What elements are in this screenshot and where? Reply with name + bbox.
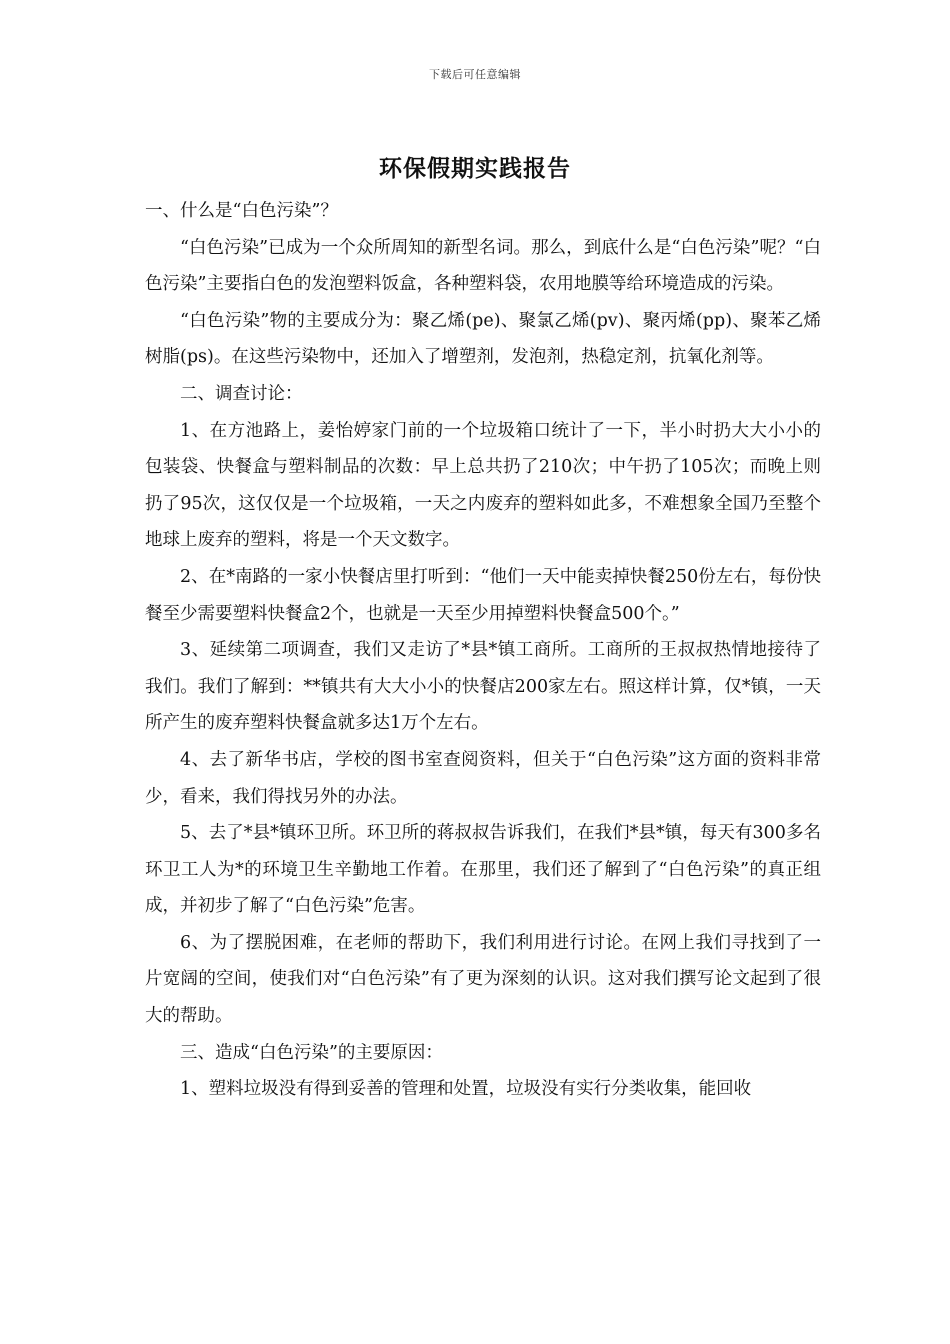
section-heading-1: 一、什么是“白色污染”？: [145, 201, 338, 221]
paragraph: 5、去了*县*镇环卫所。环卫所的蒋叔叔告诉我们，在我们*县*镇，每天有300多名环卫工人为*的环境卫生辛勤地工作着。在那里，我们还了解到了“白色污染”的真正组成，并初步了解了“白色污染”危害。: [145, 823, 821, 917]
paragraph: 2、在*南路的一家小快餐店里打听到：“他们一天中能卖掉快餐250份左右，每份快餐至少需要塑料快餐盒2个，也就是一天至少用掉塑料快餐盒500个。”: [145, 566, 821, 624]
paragraph: 4、去了新华书店，学校的图书室查阅资料，但关于“白色污染”这方面的资料非常少，看来，我们得找另外的办法。: [145, 749, 821, 807]
section-heading-3: 三、造成“白色污染”的主要原因：: [180, 1042, 443, 1063]
paragraph: 1、在方池路上，姜怡婷家门前的一个垃圾箱口统计了一下，半小时扔大大小小的包装袋、快餐盒与塑料制品的次数：早上总共扔了210次；中午扔了105次；而晚上则扔了95次，这仅仅是一个垃圾箱，一天之内废弃的塑料如此多，不难想象全国乃至整个地球上废弃的塑料，将是一个天文数字。: [145, 420, 821, 551]
paragraph: “白色污染”已成为一个众所周知的新型名词。那么，到底什么是“白色污染”呢？“白色污染”主要指白色的发泡塑料饭盒，各种塑料袋，农用地膜等给环境造成的污染。: [145, 237, 821, 295]
paragraph: “白色污染”物的主要成分为：聚乙烯(pe)、聚氯乙烯(pv)、聚丙烯(pp)、聚苯乙烯树脂(ps)。在这些污染物中，还加入了增塑剂，发泡剂，热稳定剂，抗氧化剂等。: [145, 310, 821, 368]
header-note: 下载后可任意编辑: [429, 68, 521, 81]
paragraph: 1、塑料垃圾没有得到妥善的管理和处置，垃圾没有实行分类收集，能回收: [180, 1079, 752, 1100]
document-body: [145, 193, 821, 1108]
section-heading-2: 二、调查讨论：: [180, 383, 303, 404]
paragraph: 6、为了摆脱困难，在老师的帮助下，我们利用进行讨论。在网上我们寻找到了一片宽阔的空间，使我们对“白色污染”有了更为深刻的认识。这对我们撰写论文起到了很大的帮助。: [145, 932, 821, 1027]
document-title: 环保假期实践报告: [379, 155, 571, 182]
paragraph: 3、延续第二项调查，我们又走访了*县*镇工商所。工商所的王叔叔热情地接待了我们。我们了解到：**镇共有大大小小的快餐店200家左右。照这样计算，仅*镇，一天所产生的废弃塑料快餐盒就多达1万个左右。: [145, 640, 821, 734]
